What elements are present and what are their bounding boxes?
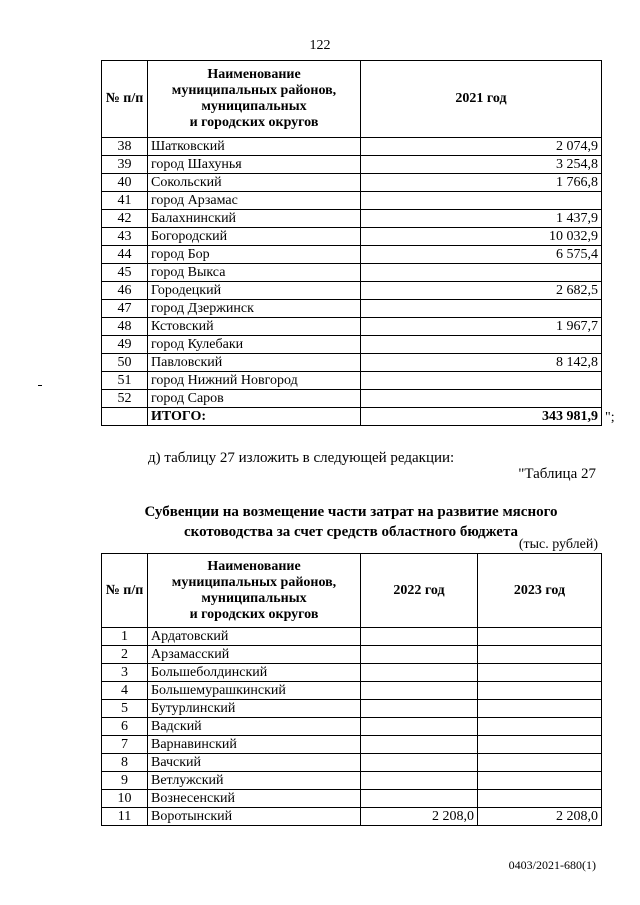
value-2021: 8 142,8 bbox=[361, 354, 602, 372]
row-number: 42 bbox=[102, 210, 148, 228]
table-row bbox=[102, 156, 602, 174]
subsidy-table-2022-2023 bbox=[101, 553, 602, 826]
value-2022 bbox=[361, 682, 478, 700]
municipality-name: город Саров bbox=[148, 390, 361, 408]
value-2021: 6 575,4 bbox=[361, 246, 602, 264]
value-2023 bbox=[478, 682, 602, 700]
value-2023 bbox=[478, 754, 602, 772]
table-row bbox=[102, 718, 602, 736]
row-number: 41 bbox=[102, 192, 148, 210]
table-row bbox=[102, 390, 602, 408]
municipality-name: город Нижний Новгород bbox=[148, 372, 361, 390]
row-number: 44 bbox=[102, 246, 148, 264]
municipality-name: Кстовский bbox=[148, 318, 361, 336]
total-label: ИТОГО: bbox=[148, 408, 361, 426]
table-row bbox=[102, 282, 602, 300]
total-number-cell bbox=[102, 408, 148, 426]
closing-quote: "; bbox=[605, 410, 615, 425]
table-row bbox=[102, 628, 602, 646]
municipality-name: Варнавинский bbox=[148, 736, 361, 754]
table-label: "Таблица 27 bbox=[518, 466, 596, 482]
value-2023 bbox=[478, 718, 602, 736]
value-2021 bbox=[361, 372, 602, 390]
value-2021: 1 437,9 bbox=[361, 210, 602, 228]
title-line: Субвенции на возмещение части затрат на развитие мясного bbox=[144, 504, 558, 520]
municipality-name: Вадский bbox=[148, 718, 361, 736]
value-2021: 2 682,5 bbox=[361, 282, 602, 300]
value-2021 bbox=[361, 336, 602, 354]
row-number: 43 bbox=[102, 228, 148, 246]
row-number: 7 bbox=[102, 736, 148, 754]
value-2021 bbox=[361, 192, 602, 210]
value-2022 bbox=[361, 772, 478, 790]
table-row bbox=[102, 210, 602, 228]
municipality-name: Богородский bbox=[148, 228, 361, 246]
row-number: 11 bbox=[102, 808, 148, 826]
table-row bbox=[102, 754, 602, 772]
header-year-2022: 2022 год bbox=[361, 554, 478, 628]
value-2022 bbox=[361, 754, 478, 772]
value-2021 bbox=[361, 264, 602, 282]
value-2022 bbox=[361, 790, 478, 808]
row-number: 8 bbox=[102, 754, 148, 772]
value-2021: 10 032,9 bbox=[361, 228, 602, 246]
table-row bbox=[102, 682, 602, 700]
value-2021: 1 766,8 bbox=[361, 174, 602, 192]
municipality-name: Шатковский bbox=[148, 138, 361, 156]
value-2021 bbox=[361, 390, 602, 408]
table-row bbox=[102, 354, 602, 372]
title-line: скотоводства за счет средств областного бюджета bbox=[183, 524, 518, 540]
table-row bbox=[102, 790, 602, 808]
header-municipality bbox=[148, 554, 361, 628]
value-2023 bbox=[478, 790, 602, 808]
value-2023: 2 208,0 bbox=[478, 808, 602, 826]
row-number: 4 bbox=[102, 682, 148, 700]
table-row bbox=[102, 646, 602, 664]
municipality-name: Вачский bbox=[148, 754, 361, 772]
municipality-name: Ардатовский bbox=[148, 628, 361, 646]
table-row bbox=[102, 736, 602, 754]
row-number: 51 bbox=[102, 372, 148, 390]
value-2022 bbox=[361, 736, 478, 754]
margin-mark bbox=[38, 385, 42, 386]
unit-label: (тыс. рублей) bbox=[518, 537, 598, 552]
row-number: 40 bbox=[102, 174, 148, 192]
municipality-name: Бутурлинский bbox=[148, 700, 361, 718]
header-line: муниципальных районов, bbox=[171, 574, 337, 590]
row-number: 46 bbox=[102, 282, 148, 300]
header-line: и городских округов bbox=[189, 115, 319, 130]
header-line: муниципальных bbox=[201, 99, 307, 114]
table-row bbox=[102, 228, 602, 246]
row-number: 47 bbox=[102, 300, 148, 318]
value-2022 bbox=[361, 646, 478, 664]
header-line: и городских округов bbox=[189, 606, 319, 622]
header-line: муниципальных bbox=[201, 590, 307, 606]
subsidy-table-2021 bbox=[101, 60, 602, 426]
value-2021 bbox=[361, 300, 602, 318]
municipality-name: Павловский bbox=[148, 354, 361, 372]
row-number: 48 bbox=[102, 318, 148, 336]
row-number: 50 bbox=[102, 354, 148, 372]
row-number: 6 bbox=[102, 718, 148, 736]
value-2023 bbox=[478, 628, 602, 646]
table-row bbox=[102, 246, 602, 264]
table-row bbox=[102, 772, 602, 790]
value-2022 bbox=[361, 628, 478, 646]
table-row bbox=[102, 336, 602, 354]
municipality-name: город Бор bbox=[148, 246, 361, 264]
instruction-text: д) таблицу 27 изложить в следующей редакции: bbox=[148, 450, 455, 466]
value-2023 bbox=[478, 646, 602, 664]
header-number: № п/п bbox=[102, 554, 148, 628]
document-code: 0403/2021-680(1) bbox=[508, 858, 596, 872]
row-number: 5 bbox=[102, 700, 148, 718]
value-2023 bbox=[478, 736, 602, 754]
municipality-name: Большемурашкинский bbox=[148, 682, 361, 700]
value-2022: 2 208,0 bbox=[361, 808, 478, 826]
header-number: № п/п bbox=[102, 61, 148, 138]
municipality-name: Арзамасский bbox=[148, 646, 361, 664]
municipality-name: Балахнинский bbox=[148, 210, 361, 228]
table-row bbox=[102, 664, 602, 682]
header-municipality bbox=[148, 61, 361, 138]
value-2022 bbox=[361, 718, 478, 736]
municipality-name: Городецкий bbox=[148, 282, 361, 300]
table-row bbox=[102, 138, 602, 156]
municipality-name: город Кулебаки bbox=[148, 336, 361, 354]
municipality-name: Ветлужский bbox=[148, 772, 361, 790]
row-number: 45 bbox=[102, 264, 148, 282]
header-year-2023: 2023 год bbox=[478, 554, 602, 628]
municipality-name: город Шахунья bbox=[148, 156, 361, 174]
row-number: 52 bbox=[102, 390, 148, 408]
table-row bbox=[102, 372, 602, 390]
row-number: 49 bbox=[102, 336, 148, 354]
table-row bbox=[102, 264, 602, 282]
header-line: Наименование bbox=[207, 67, 301, 82]
value-2021: 1 967,7 bbox=[361, 318, 602, 336]
header-line: Наименование bbox=[207, 558, 301, 574]
table-row bbox=[102, 318, 602, 336]
row-number: 3 bbox=[102, 664, 148, 682]
municipality-name: Вознесенский bbox=[148, 790, 361, 808]
header-line: муниципальных районов, bbox=[171, 83, 337, 98]
row-number: 9 bbox=[102, 772, 148, 790]
header-year-2021: 2021 год bbox=[361, 61, 602, 138]
value-2022 bbox=[361, 700, 478, 718]
table-row bbox=[102, 174, 602, 192]
table-row bbox=[102, 300, 602, 318]
value-2021: 3 254,8 bbox=[361, 156, 602, 174]
municipality-name: Воротынский bbox=[148, 808, 361, 826]
row-number: 2 bbox=[102, 646, 148, 664]
municipality-name: Большеболдинский bbox=[148, 664, 361, 682]
table-row bbox=[102, 808, 602, 826]
municipality-name: город Выкса bbox=[148, 264, 361, 282]
table-row bbox=[102, 192, 602, 210]
row-number: 1 bbox=[102, 628, 148, 646]
municipality-name: Сокольский bbox=[148, 174, 361, 192]
value-2023 bbox=[478, 700, 602, 718]
table-title bbox=[101, 502, 601, 542]
value-2022 bbox=[361, 664, 478, 682]
value-2023 bbox=[478, 772, 602, 790]
row-number: 38 bbox=[102, 138, 148, 156]
row-number: 10 bbox=[102, 790, 148, 808]
total-row bbox=[102, 408, 602, 426]
total-value: 343 981,9 bbox=[361, 408, 602, 426]
municipality-name: город Дзержинск bbox=[148, 300, 361, 318]
page-number: 122 bbox=[309, 38, 331, 53]
municipality-name: город Арзамас bbox=[148, 192, 361, 210]
row-number: 39 bbox=[102, 156, 148, 174]
value-2023 bbox=[478, 664, 602, 682]
table-row bbox=[102, 700, 602, 718]
value-2021: 2 074,9 bbox=[361, 138, 602, 156]
